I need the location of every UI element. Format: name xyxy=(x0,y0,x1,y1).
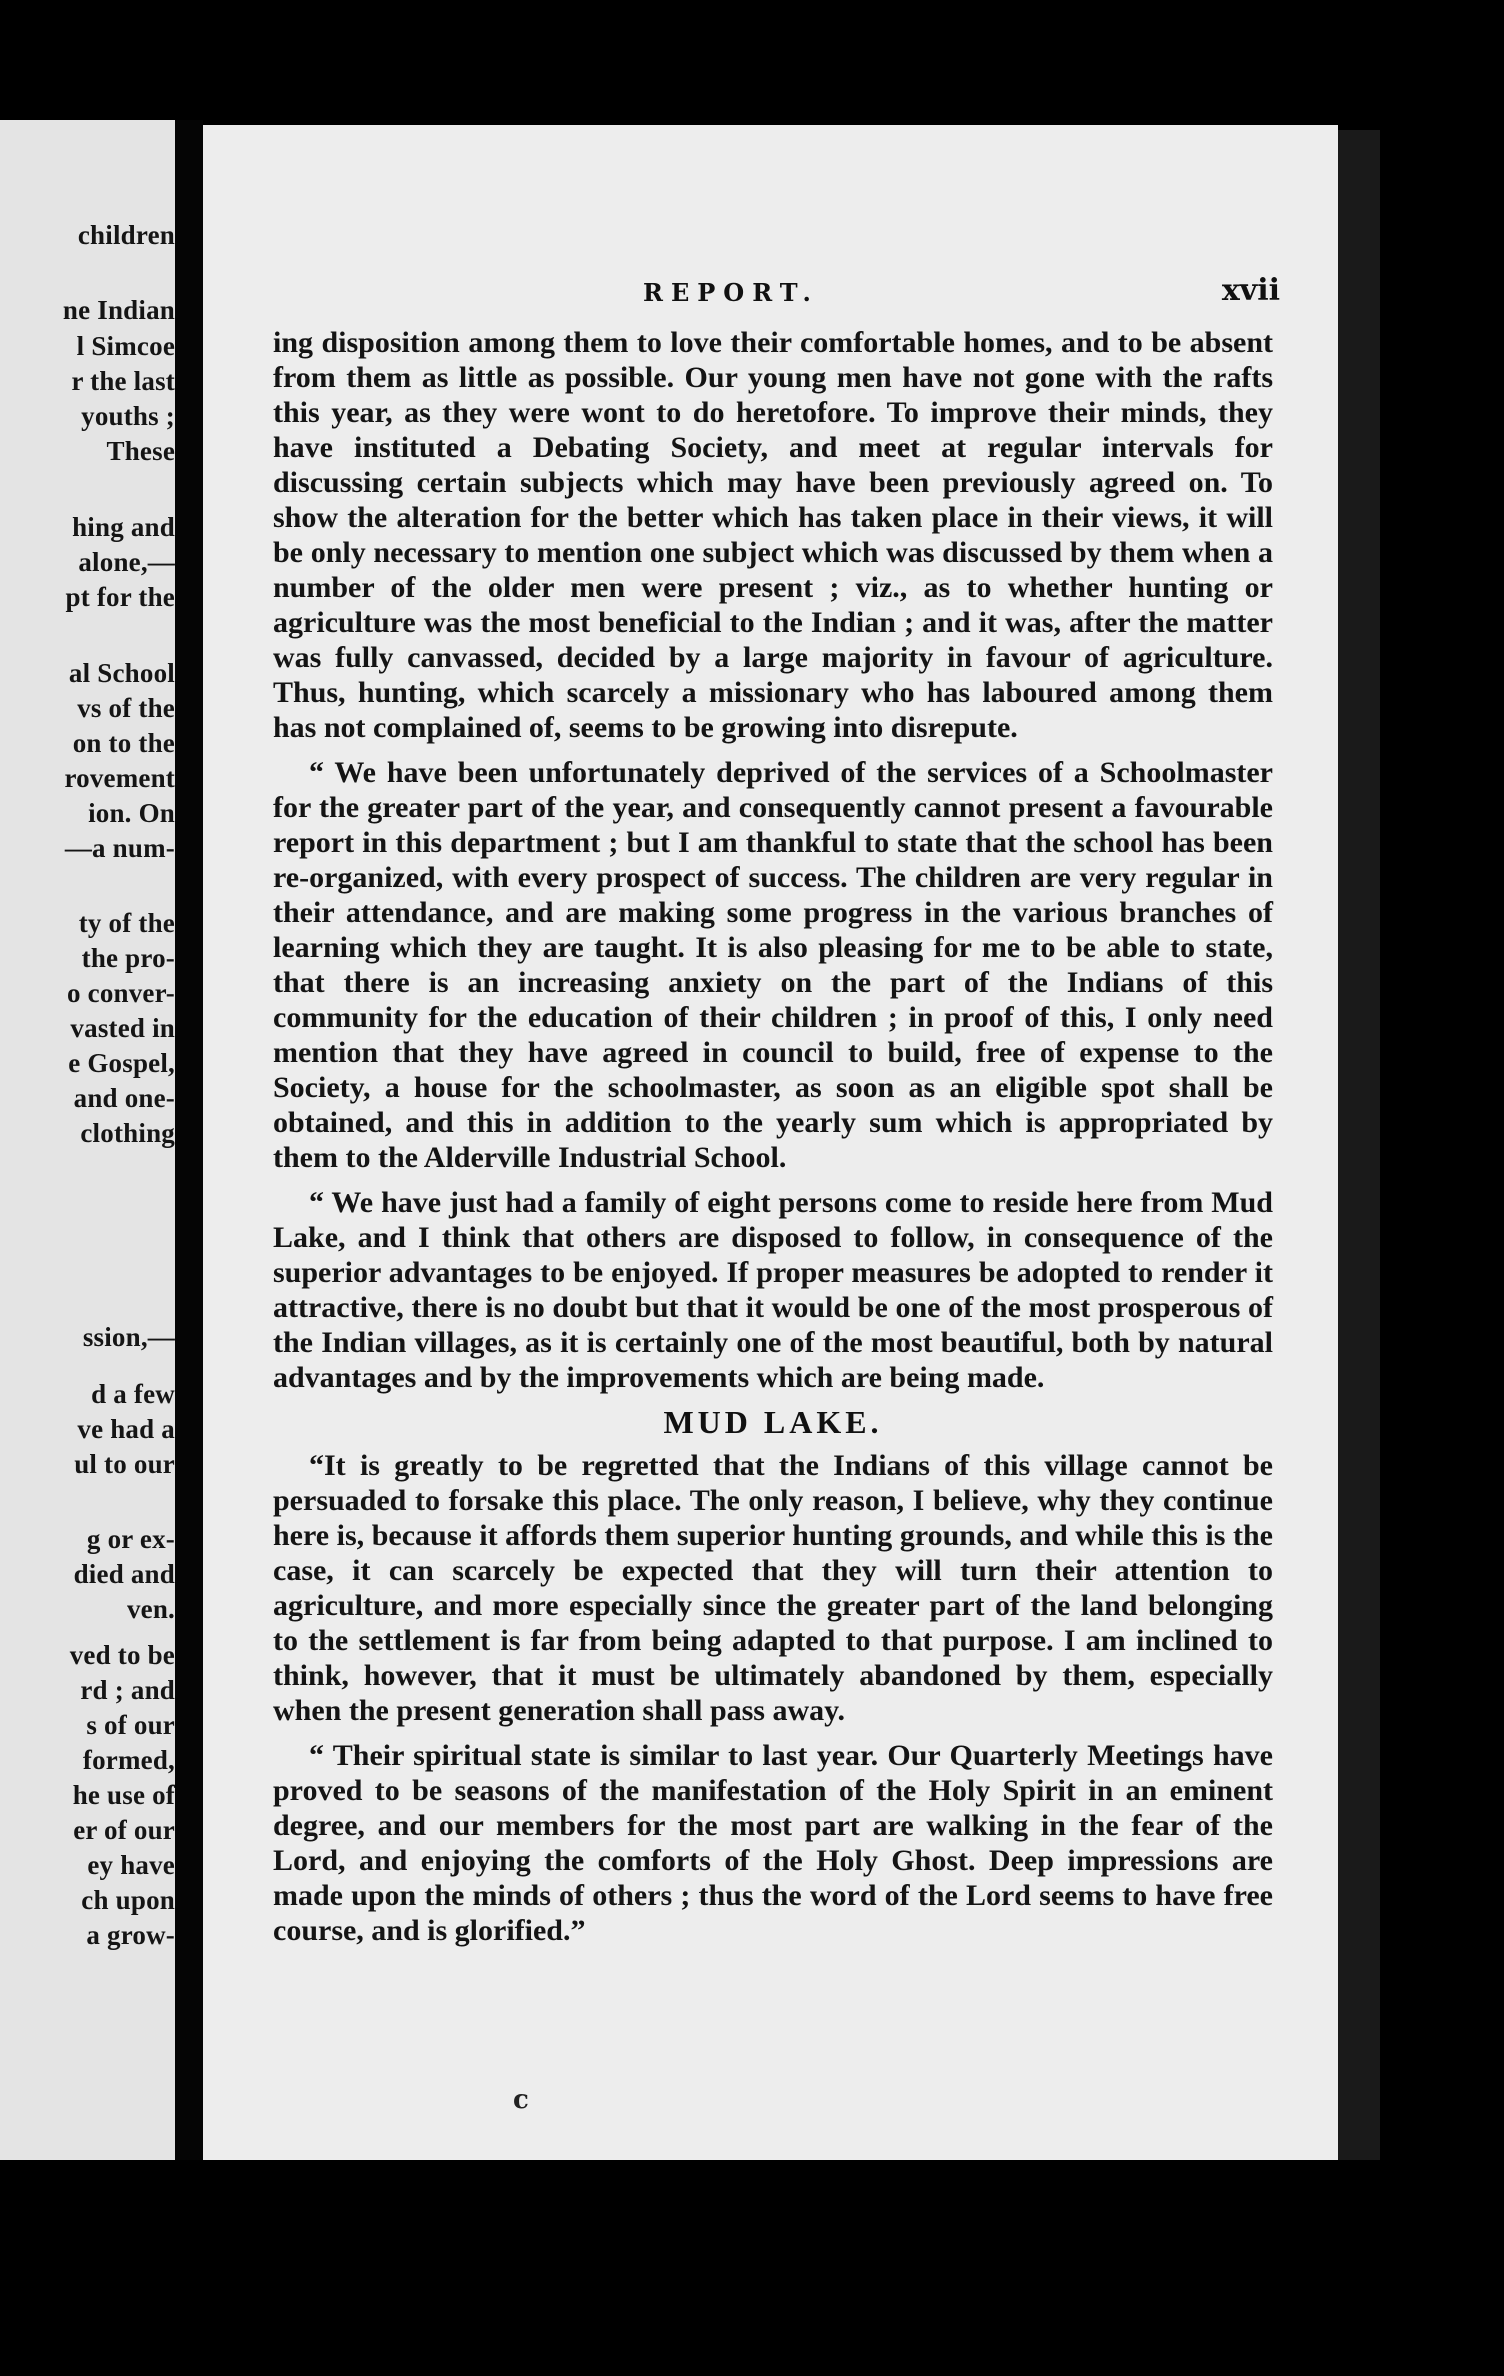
paragraph-mud-lake: “It is greatly to be regretted that the Indians of this village cannot be persuaded to forsake this place. The only reason, I believe, why they continue here is, because it affords them superior hunting grounds, and while this is the case, it can scarcely be expected that they will turn their attention to agriculture, and more especially since the greater part of the land belonging to the settlement is far from being adapted to that purpose. I am inclined to think, however, that it must be ultimately abandoned by them, especially when the present generation shall pass away. xyxy=(273,1449,1273,1727)
book-gutter xyxy=(175,120,203,2160)
left-page-line: d a few xyxy=(91,1379,175,1409)
left-page-line: l Simcoe xyxy=(76,331,175,361)
left-page-line: on to the xyxy=(72,728,175,758)
left-page-line: formed, xyxy=(82,1745,175,1775)
left-page-line: ey have xyxy=(87,1850,175,1880)
left-page-line: rovement xyxy=(64,763,175,793)
left-page-line: g or ex- xyxy=(86,1524,175,1554)
left-page-line: ne Indian xyxy=(62,295,175,325)
left-page-line: e Gospel, xyxy=(68,1048,175,1078)
left-page-line: ul to our xyxy=(74,1449,175,1479)
left-page-line: the pro- xyxy=(81,943,175,973)
signature-mark: c xyxy=(513,2085,529,2115)
left-page-line: ve had a xyxy=(77,1414,175,1444)
left-page-line: vasted in xyxy=(70,1013,175,1043)
body-text xyxy=(273,325,1273,1958)
page-number: xvii xyxy=(1221,273,1280,308)
left-page-line: —a num- xyxy=(64,833,175,863)
section-heading: MUD LAKE. xyxy=(663,1404,883,1440)
left-page-line: al School xyxy=(68,658,175,688)
left-page-line: pt for the xyxy=(65,582,175,612)
left-page-line: he use of xyxy=(72,1780,175,1810)
left-page-line: ion. On xyxy=(88,798,175,828)
left-page-line: vs of the xyxy=(77,693,175,723)
page-edge xyxy=(1338,130,1380,2160)
left-page-fragment xyxy=(0,120,175,2160)
paragraph-schoolmaster: “ We have been unfortunately deprived of the services of a Schoolmaster for the greater part of the year, and consequently cannot present a favourable report in this department ; but I am thankful to state that the school has been re-organized, with every prospect of success. The children are very regular in their attendance, and are making some progress in the various branches of learning which they are taught. It is also pleasing for me to be able to state, that there is an increasing anxiety on the part of the Indians of this community for the education of their children ; in proof of this, I only need mention that they have agreed in council to build, free of expense to the Society, a house for the schoolmaster, as soon as an eligible spot shall be obtained, and this in addition to the yearly sum which is appropriated by them to the Alderville Industrial School. xyxy=(273,756,1273,1174)
left-page-line: o conver- xyxy=(66,978,175,1008)
left-page-line: youths ; xyxy=(81,401,175,431)
left-page-line: and one- xyxy=(73,1083,175,1113)
left-page-line: children xyxy=(77,220,175,250)
left-page-line: alone,— xyxy=(78,547,175,577)
left-page-line: er of our xyxy=(73,1815,175,1845)
left-page-line: ch upon xyxy=(81,1885,175,1915)
left-page-line: ty of the xyxy=(78,908,175,938)
left-page-line: a grow- xyxy=(86,1920,175,1950)
main-page xyxy=(203,125,1338,2160)
left-page-line: died and xyxy=(73,1559,175,1589)
left-page-line: r the last xyxy=(71,366,175,396)
left-page-line: ssion,— xyxy=(82,1322,175,1352)
paragraph-family: “ We have just had a family of eight persons come to reside here from Mud Lake, and I think that others are disposed to follow, in consequence of the superior advantages to be enjoyed. If proper measures be adopted to render it attractive, there is no doubt but that it would be one of the most prosperous of the Indian villages, as it is certainly one of the most beautiful, both by natural advantages and by the improvements which are being made. xyxy=(273,1186,1273,1394)
left-page-line: rd ; and xyxy=(80,1675,175,1705)
running-header-title: REPORT. xyxy=(643,278,819,307)
left-page-line: clothing xyxy=(80,1118,175,1148)
left-page-line: ven. xyxy=(126,1594,175,1624)
paragraph-spiritual-state: “ Their spiritual state is similar to last year. Our Quarterly Meetings have proved to be seasons of the manifestation of the Holy Spirit in an eminent degree, and our members for the most part are walking in the fear of the Lord, and enjoying the comforts of the Holy Ghost. Deep impressions are made upon the minds of others ; thus the word of the Lord seems to have free course, and is glorified.” xyxy=(273,1739,1273,1947)
left-page-line: These xyxy=(106,436,175,466)
left-page-line: ved to be xyxy=(69,1640,175,1670)
left-page-line: hing and xyxy=(72,512,175,542)
paragraph-continuation: ing disposition among them to love their comfortable homes, and to be absent from them as little as possible. Our young men have not gone with the rafts this year, as they were wont to do heretofore. To improve their minds, they have instituted a Debating Society, and meet at regular intervals for discussing certain subjects which may have been previously agreed on. To show the alteration for the better which has taken place in their views, it will be only necessary to mention one subject which was discussed by them when a number of the older men were present ; viz., as to whether hunting or agriculture was the most beneficial to the Indian ; and it was, after the matter was fully canvassed, decided by a large majority in favour of agriculture. Thus, hunting, which scarcely a missionary who has laboured among them has not complained of, seems to be growing into disrepute. xyxy=(273,326,1273,744)
left-page-line: s of our xyxy=(86,1710,175,1740)
